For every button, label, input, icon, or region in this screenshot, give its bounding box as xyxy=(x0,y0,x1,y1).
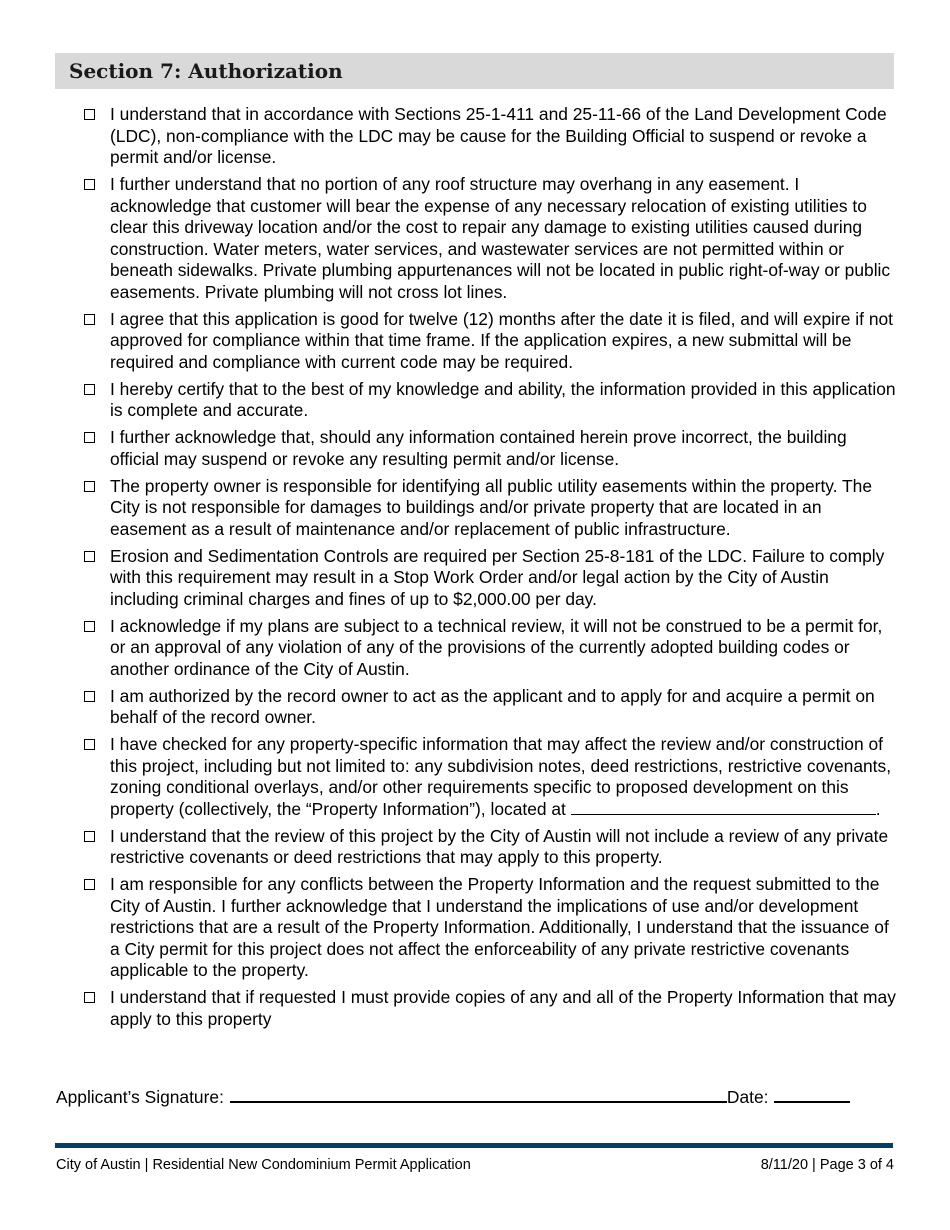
date-label: Date: xyxy=(726,1087,769,1107)
item-text: I understand that the review of this project by the City of Austin will not include a review of any private restrictive covenants or deed restrictions that may apply to this property. xyxy=(110,825,889,867)
signature-field[interactable] xyxy=(230,1083,727,1103)
checkbox[interactable] xyxy=(84,992,95,1003)
list-item xyxy=(84,616,896,681)
item-text: I am responsible for any conflicts between the Property Information and the request submitted to the City of Austin. I further acknowledge that I understand the implications of use and/or development restrictions that are a result of the Property Information. Additionally, I understand that the issuance of a City permit for this project does not affect the enforceability of any private restrictive covenants applicable to the property. xyxy=(110,874,889,980)
item-text: I further understand that no portion of any roof structure may overhang in any easement. I acknowledge that customer will bear the expense of any necessary relocation of existing utilities to clear this driveway location and/or the cost to repair any damage to existing utilities caused during construction. Water meters, water services, and wastewater services are not permitted within or beneath sidewalks. Private plumbing appurtenances will not be located in public right-of-way or public easements. Private plumbing will not cross lot lines. xyxy=(110,174,891,302)
list-item xyxy=(84,379,896,422)
list-item xyxy=(84,987,896,1030)
list-item xyxy=(84,826,896,869)
checkbox[interactable] xyxy=(84,481,95,492)
item-text: I understand that in accordance with Sections 25-1-411 and 25-11-66 of the Land Development Code (LDC), non-compliance with the LDC may be cause for the Building Official to suspend or revoke a permit and/or license. xyxy=(110,104,887,167)
list-item xyxy=(84,174,896,303)
signature-label: Applicant’s Signature: xyxy=(56,1087,224,1107)
checkbox[interactable] xyxy=(84,691,95,702)
list-item xyxy=(84,427,896,470)
checkbox[interactable] xyxy=(84,879,95,890)
list-item xyxy=(84,686,896,729)
item-text: I agree that this application is good for twelve (12) months after the date it is filed, and will expire if not approved for compliance within that time frame. If the application expires, a new submittal will be required and compliance with current code may be required. xyxy=(110,308,893,372)
checkbox[interactable] xyxy=(84,551,95,562)
item-text: I acknowledge if my plans are subject to a technical review, it will not be construed to be a permit for, or an approval of any violation of any of the provisions of the currently adopted building codes or another ordinance of the City of Austin. xyxy=(110,615,883,679)
checkbox[interactable] xyxy=(84,739,95,750)
item-text: The property owner is responsible for identifying all public utility easements within the property. The City is not responsible for damages to buildings and/or private property that are located in an easement as a result of maintenance and/or replacement of public infrastructure. xyxy=(110,475,873,539)
section-header xyxy=(55,53,894,89)
item-text: I further acknowledge that, should any information contained herein prove incorrect, the building official may suspend or revoke any resulting permit and/or license. xyxy=(110,427,847,469)
list-item xyxy=(84,309,896,374)
section-title: Section 7: Authorization xyxy=(69,59,343,83)
checkbox[interactable] xyxy=(84,109,95,120)
date-field[interactable] xyxy=(774,1083,850,1103)
item-text: I am authorized by the record owner to act as the applicant and to apply for and acquire a permit on behalf of the record owner. xyxy=(110,685,875,727)
footer-title: City of Austin | Residential New Condominium Permit Application xyxy=(56,1157,471,1173)
checkbox[interactable] xyxy=(84,384,95,395)
item-text: Erosion and Sedimentation Controls are required per Section 25-8-181 of the LDC. Failure to comply with this requirement may result in a Stop Work Order and/or legal action by the City of Austin including criminal charges and fines of up to $2,000.00 per day. xyxy=(110,545,885,609)
footer-page-info: 8/11/20 | Page 3 of 4 xyxy=(760,1157,894,1173)
checkbox[interactable] xyxy=(84,432,95,443)
item-text: I understand that if requested I must provide copies of any and all of the Property Information that may apply to this property xyxy=(110,987,896,1029)
footer-rule xyxy=(55,1143,893,1148)
checkbox[interactable] xyxy=(84,179,95,190)
list-item xyxy=(84,874,896,982)
list-item xyxy=(84,734,896,820)
list-item xyxy=(84,104,896,169)
list-item xyxy=(84,546,896,611)
item-text: I have checked for any property-specific information that may affect the review and/or construction of this project, including but not limited to: any subdivision notes, deed restrictions, restrictive covenants, zoning conditional overlays, and/or other requirements specific to proposed development on this property (collectively, the “Property Information”), located at xyxy=(110,734,892,819)
item-suffix: . xyxy=(875,798,881,819)
list-item xyxy=(84,476,896,541)
property-location-field[interactable] xyxy=(571,799,876,815)
authorization-list xyxy=(84,104,896,1036)
item-text: I hereby certify that to the best of my knowledge and ability, the information provided in this application is complete and accurate. xyxy=(110,378,896,420)
checkbox[interactable] xyxy=(84,621,95,632)
item-text-property-info xyxy=(110,734,896,820)
checkbox[interactable] xyxy=(84,831,95,842)
signature-row xyxy=(56,1083,896,1109)
checkbox[interactable] xyxy=(84,314,95,325)
